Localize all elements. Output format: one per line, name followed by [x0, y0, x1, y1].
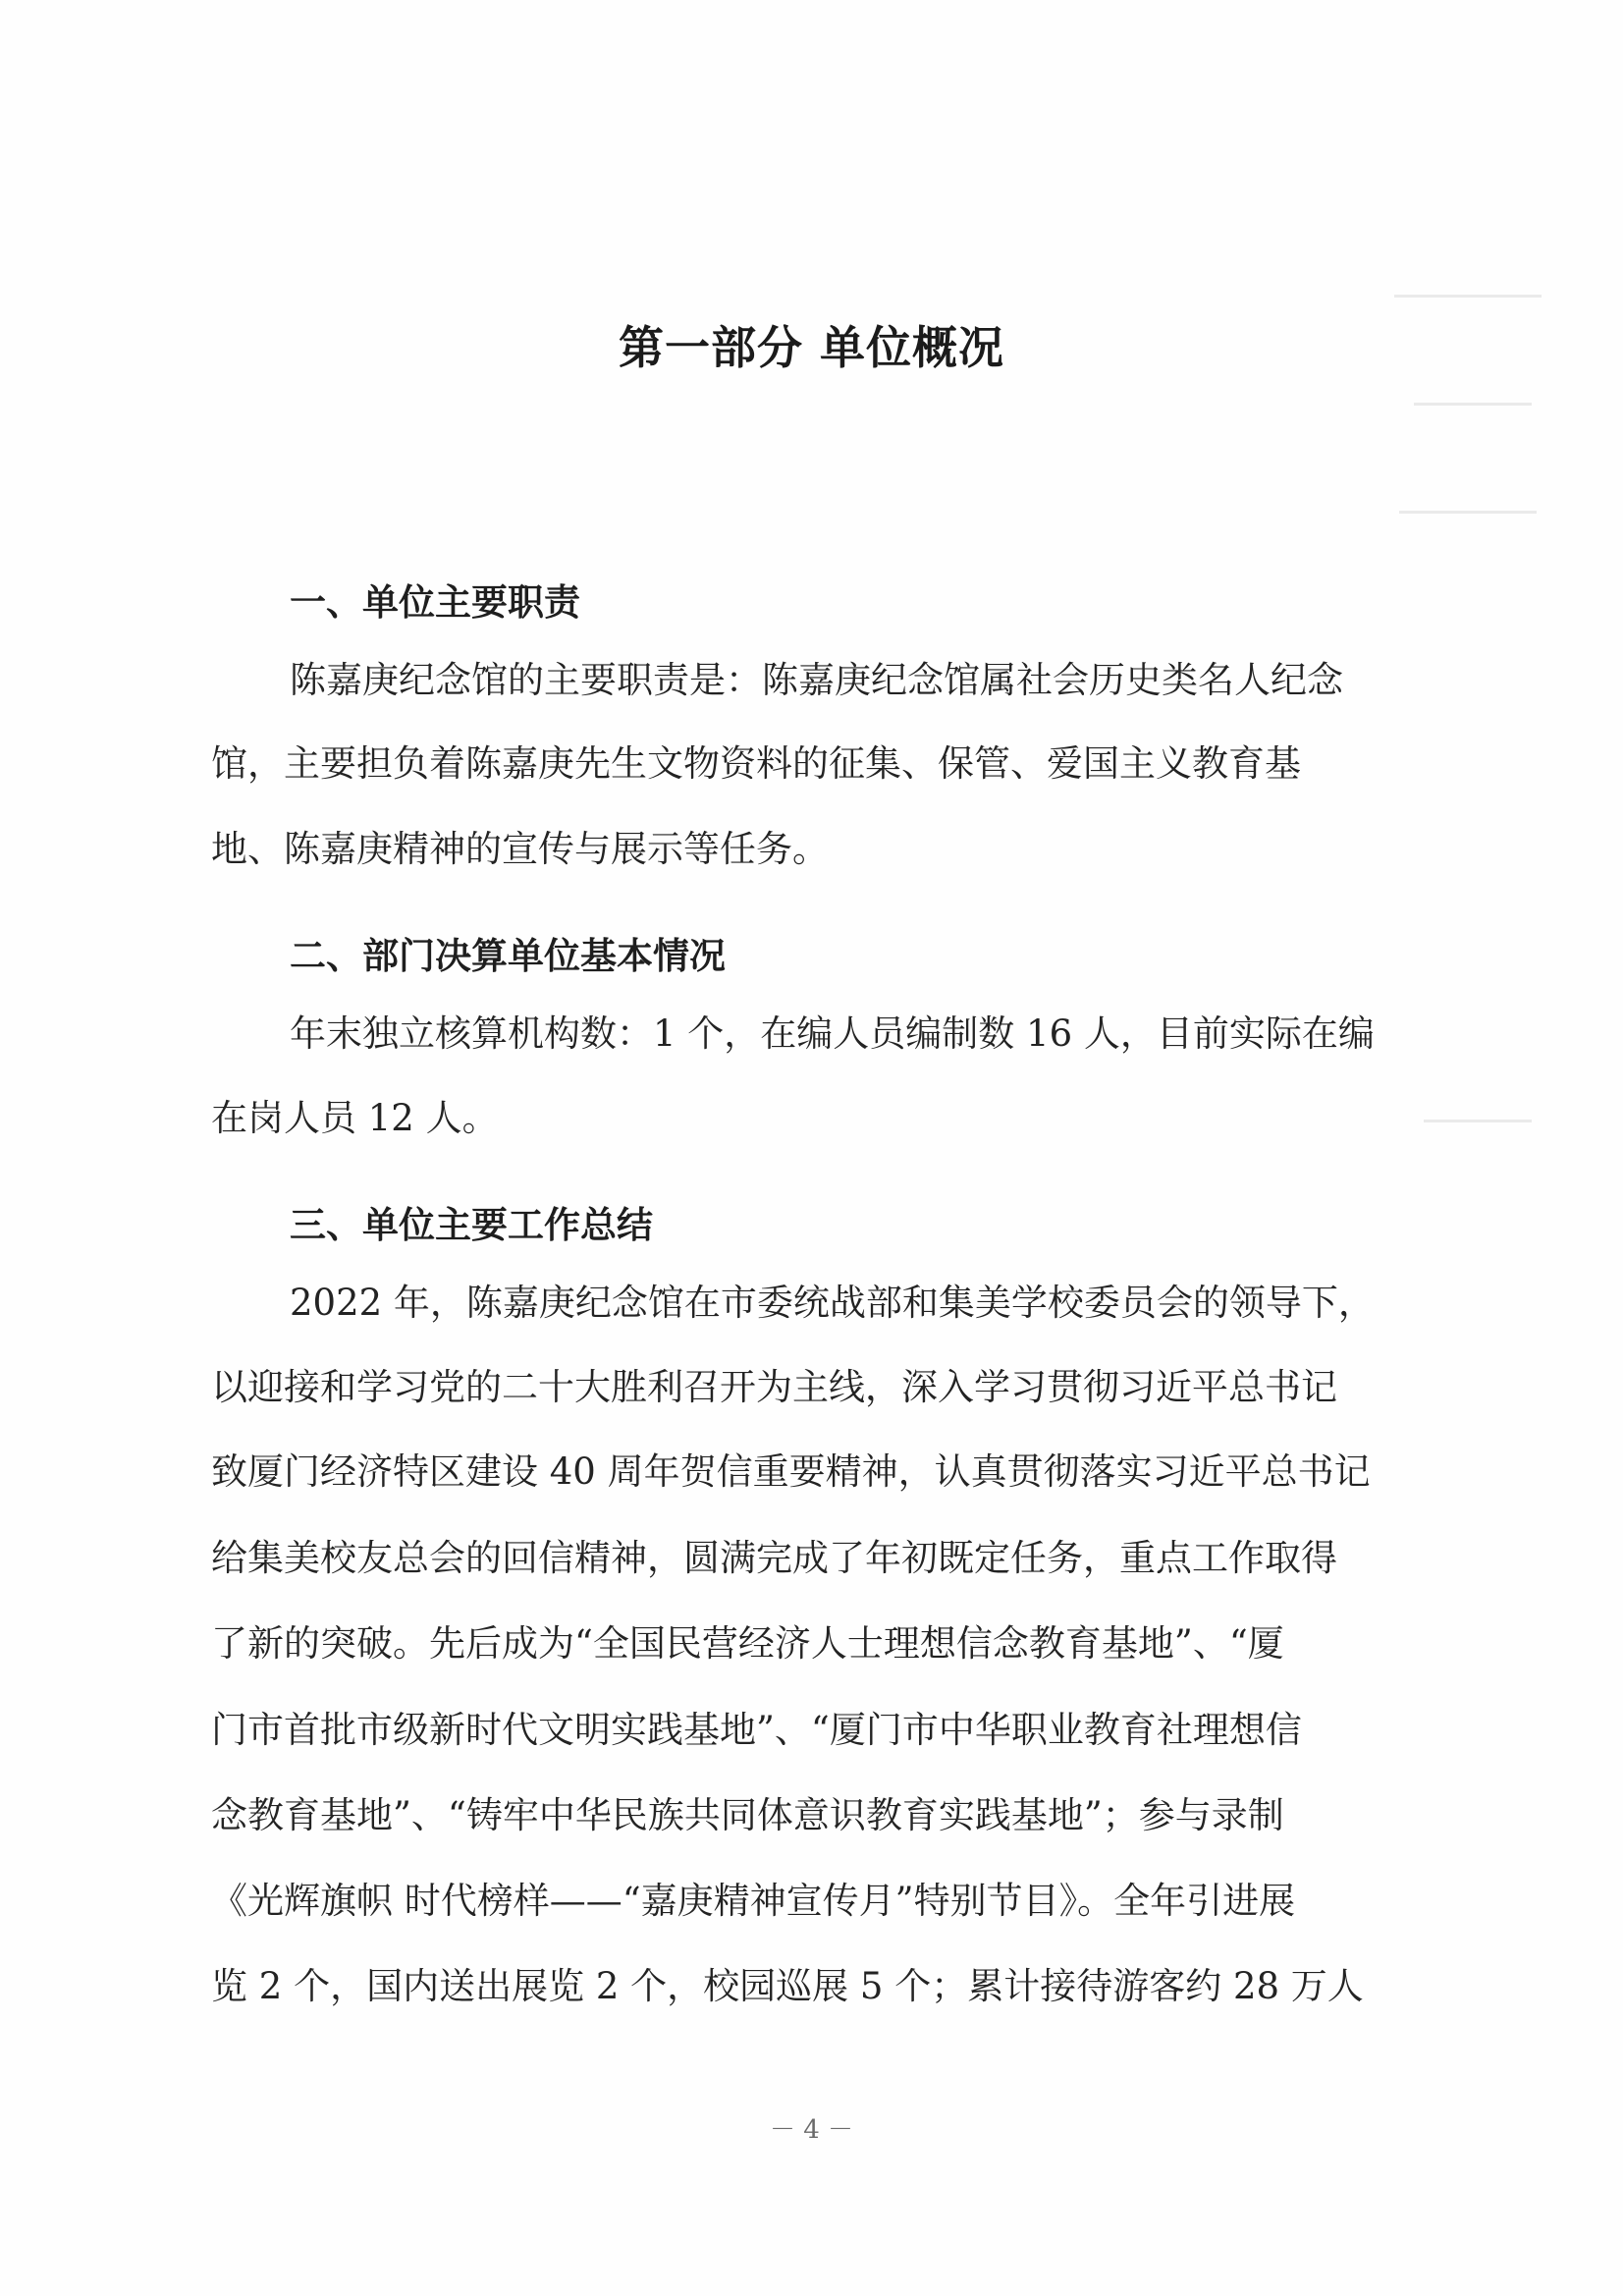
- page-number: － 4 －: [769, 2115, 854, 2145]
- scan-artifact: [1424, 1120, 1532, 1122]
- paragraph-line: 在岗人员 12 人。: [211, 1097, 499, 1139]
- scan-artifact: [1414, 403, 1532, 406]
- paragraph-line: 念教育基地”、“铸牢中华民族共同体意识教育实践基地”；参与录制: [211, 1794, 1284, 1836]
- section-heading-2: 二、部门决算单位基本情况: [290, 935, 726, 977]
- paragraph-line: 门市首批市级新时代文明实践基地”、“厦门市中华职业教育社理想信: [211, 1709, 1302, 1751]
- paragraph-line: 2022 年，陈嘉庚纪念馆在市委统战部和集美学校委员会的领导下，: [290, 1282, 1375, 1324]
- paragraph-line: 致厦门经济特区建设 40 周年贺信重要精神，认真贯彻落实习近平总书记: [211, 1450, 1371, 1493]
- paragraph-line: 了新的突破。先后成为“全国民营经济人士理想信念教育基地”、“厦: [211, 1622, 1284, 1665]
- paragraph-line: 《光辉旗帜 时代榜样——“嘉庚精神宣传月”特别节目》。全年引进展: [211, 1880, 1296, 1922]
- paragraph-line: 馆，主要担负着陈嘉庚先生文物资料的征集、保管、爱国主义教育基: [211, 742, 1301, 785]
- paragraph-line: 览 2 个，国内送出展览 2 个，校园巡展 5 个；累计接待游客约 28 万人: [211, 1965, 1364, 2007]
- paragraph-line: 以迎接和学习党的二十大胜利召开为主线，深入学习贯彻习近平总书记: [211, 1366, 1337, 1408]
- paragraph-line: 给集美校友总会的回信精神，圆满完成了年初既定任务，重点工作取得: [211, 1537, 1337, 1579]
- paragraph-line: 年末独立核算机构数：1 个，在编人员编制数 16 人，目前实际在编: [290, 1012, 1375, 1055]
- section-heading-1: 一、单位主要职责: [290, 581, 580, 624]
- scan-artifact: [1399, 511, 1537, 514]
- paragraph-line: 地、陈嘉庚精神的宣传与展示等任务。: [211, 828, 829, 870]
- paragraph-line: 陈嘉庚纪念馆的主要职责是：陈嘉庚纪念馆属社会历史类名人纪念: [290, 659, 1343, 701]
- page-title: 第一部分 单位概况: [618, 321, 1004, 374]
- section-heading-3: 三、单位主要工作总结: [290, 1204, 653, 1246]
- scan-artifact: [1394, 295, 1542, 298]
